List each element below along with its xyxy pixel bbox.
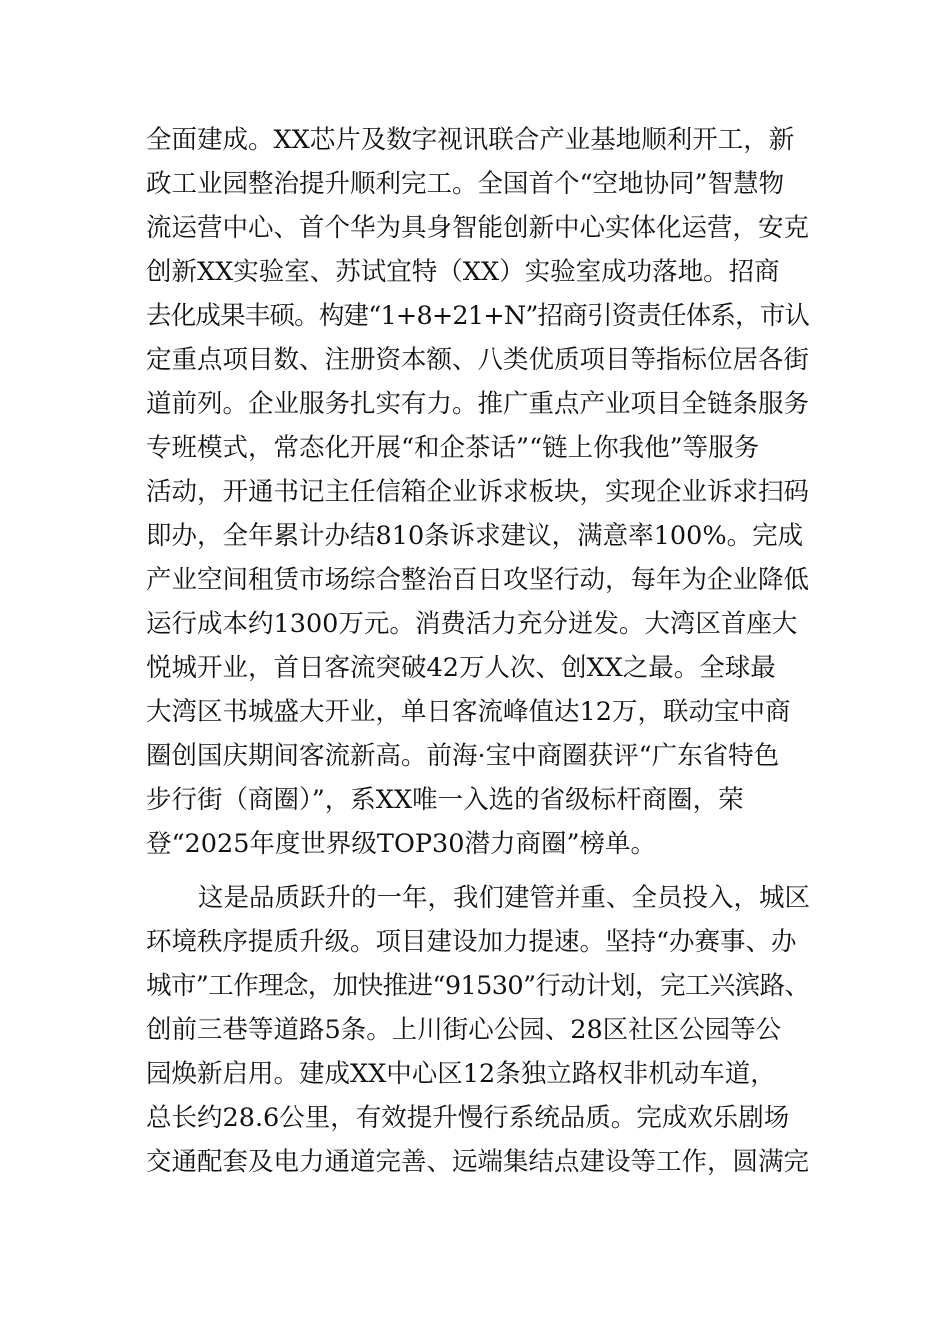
paragraph-line: 定重点项目数、注册资本额、八类优质项目等指标位居各街 [146,345,810,375]
paragraph-line: 环境秩序提质升级。项目建设加力提速。坚持“办赛事、办 [146,927,797,957]
paragraph-line: 步行街（商圈）”，系XX唯一入选的省级标杆商圈，荣 [146,785,744,815]
paragraph-line: 政工业园整治提升顺利完工。全国首个“空地协同”智慧物 [146,169,785,199]
paragraph-line: 这是品质跃升的一年，我们建管并重、全员投入，城区 [198,883,810,913]
paragraph-line: 总长约28.6公里，有效提升慢行系统品质。完成欢乐剧场 [146,1103,790,1133]
paragraph-line: 悦城开业，首日客流突破42万人次、创XX之最。全球最 [146,653,776,683]
paragraph-line: 圈创国庆期间客流新高。前海·宝中商圈获评“广东省特色 [146,741,780,771]
paragraph-line: 创新XX实验室、苏试宜特（XX）实验室成功落地。招商 [146,257,780,287]
paragraph-line: 运行成本约1300万元。消费活力充分迸发。大湾区首座大 [146,609,798,639]
paragraph-line: 去化成果丰硕。构建“1+8+21+N”招商引资责任体系，市认 [146,301,810,331]
paragraph-line: 即办，全年累计办结810条诉求建议，满意率100%。完成 [146,521,804,551]
paragraph-line: 产业空间租赁市场综合整治百日攻坚行动，每年为企业降低 [146,565,810,595]
paragraph-line: 城市”工作理念，加快推进“91530”行动计划，完工兴滨路、 [146,971,810,1001]
paragraph-line: 活动，开通书记主任信箱企业诉求板块，实现企业诉求扫码 [146,477,810,507]
paragraph-line: 专班模式，常态化开展“和企茶话”“链上你我他”等服务 [146,433,760,463]
paragraph-line: 园焕新启用。建成XX中心区12条独立路权非机动车道， [146,1059,776,1089]
paragraph-line: 全面建成。XX芯片及数字视讯联合产业基地顺利开工，新 [146,125,795,155]
paragraph-line: 大湾区书城盛大开业，单日客流峰值达12万，联动宝中商 [146,697,791,727]
paragraph-line: 登“2025年度世界级TOP30潜力商圈”榜单。 [146,829,656,859]
paragraph-line: 流运营中心、首个华为具身智能创新中心实体化运营，安克 [146,213,810,243]
paragraph-line: 创前三巷等道路5条。上川街心公园、28区社区公园等公 [146,1015,782,1045]
paragraph-line: 交通配套及电力通道完善、远端集结点建设等工作，圆满完 [146,1147,810,1177]
paragraph-line: 道前列。企业服务扎实有力。推广重点产业项目全链条服务 [146,389,810,419]
